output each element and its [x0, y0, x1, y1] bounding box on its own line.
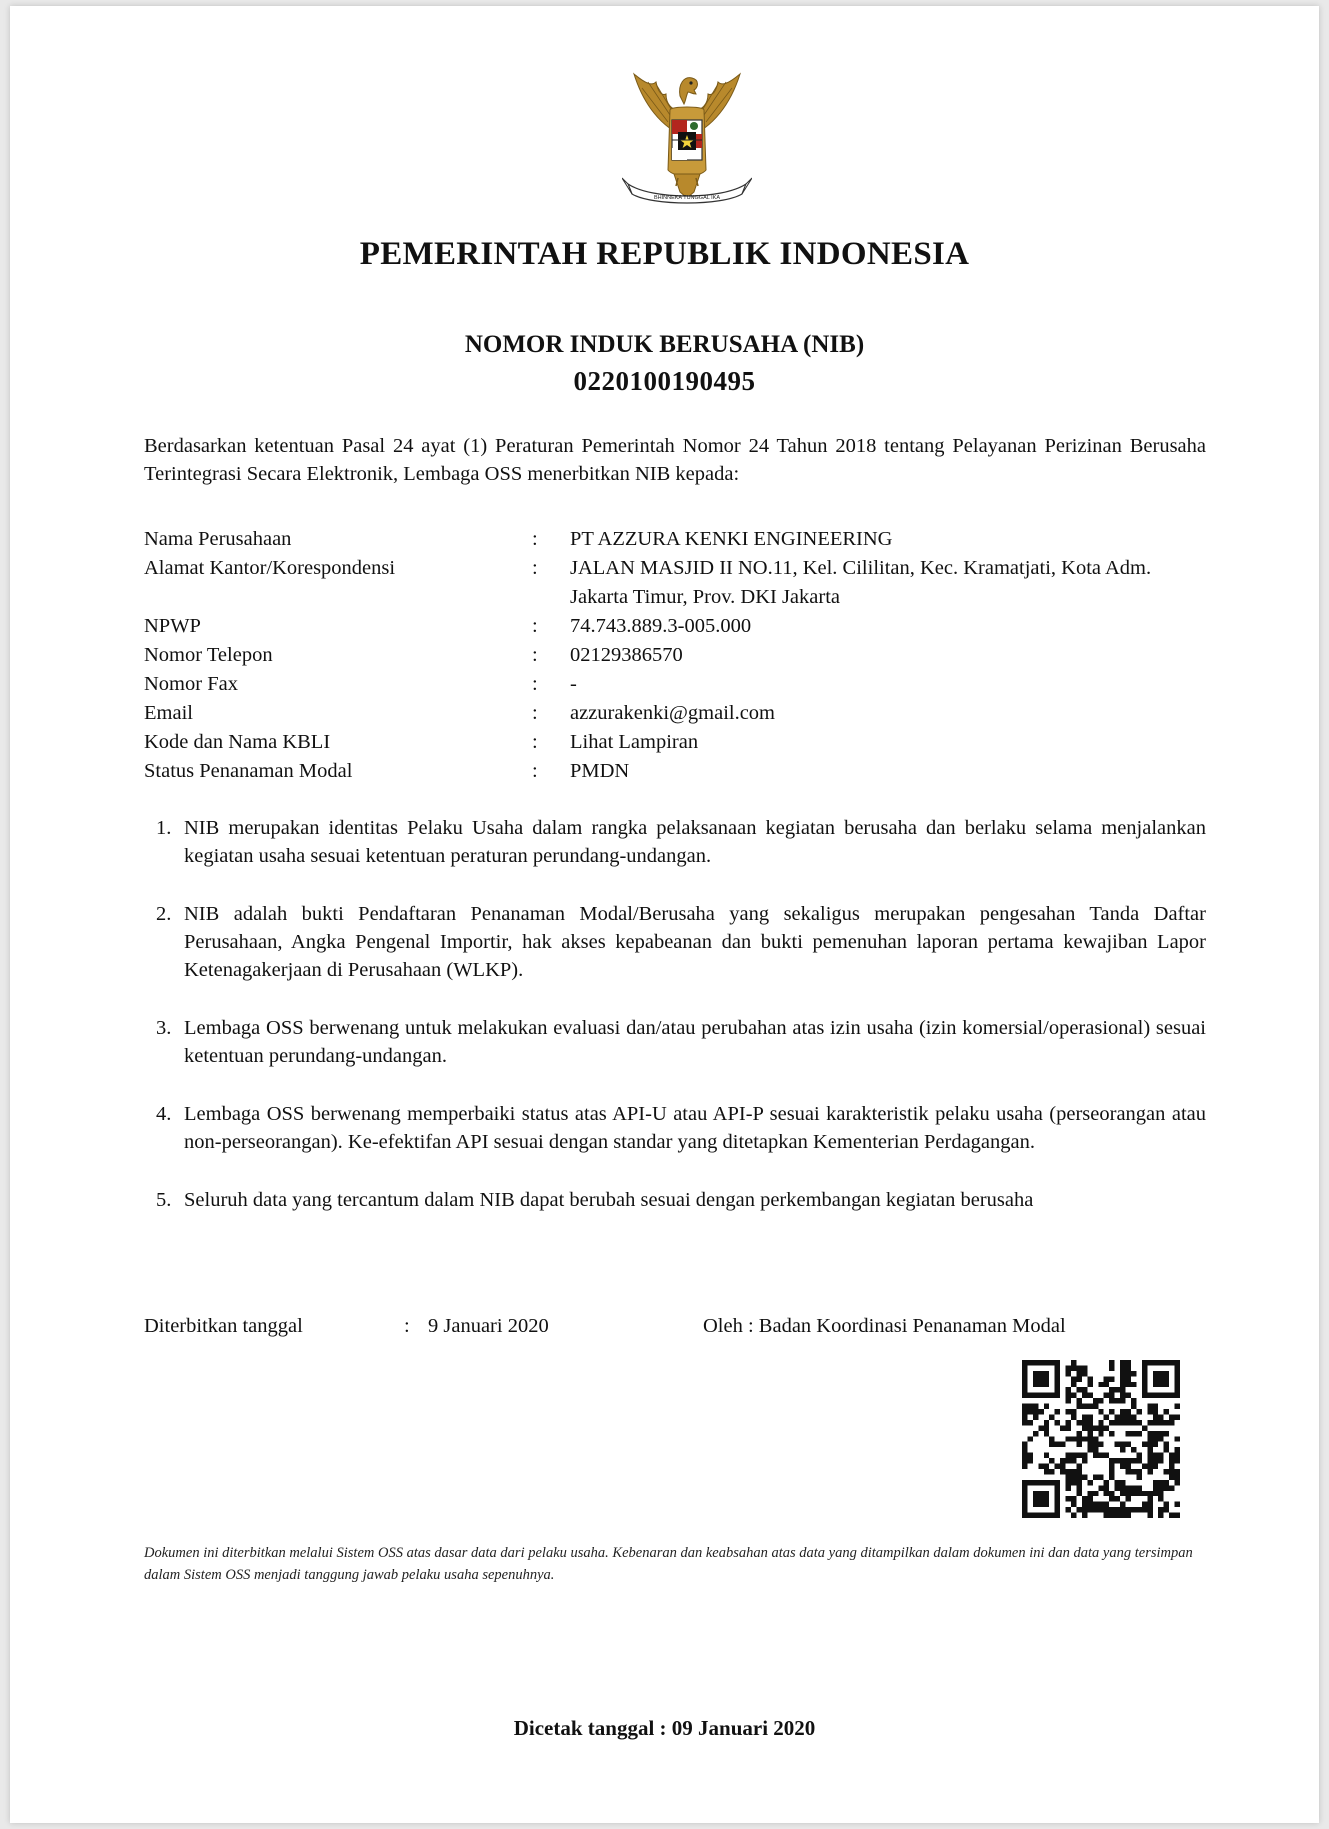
list-number: 5.	[156, 1189, 172, 1211]
document-title: NOMOR INDUK BERUSAHA (NIB)	[464, 331, 865, 358]
field-colon: :	[532, 731, 538, 753]
list-text: NIB adalah bukti Pendaftaran Penanaman Modal/Berusaha yang sekaligus merupakan pengesahan Tanda Daftar Perusahaan, Angka Pengenal Importir, hak akses kepabeanan dan bukti pemenuhan laporan pertama kewajiban Lapor Ketenagakerjaan di Perusahaan (WLKP).	[184, 903, 1206, 981]
field-row	[144, 554, 1206, 612]
notes-list	[156, 814, 1206, 1244]
disclaimer: Dokumen ini diterbitkan melalui Sistem OSS atas dasar data dari pelaku usaha. Kebenaran dan keabsahan atas data yang ditampilkan dalam dokumen ini dan data yang tersimpan dalam Sistem OSS menjadi tanggung jawab pelaku usaha sepenuhnya.	[144, 1545, 1193, 1583]
document-page	[10, 6, 1319, 1823]
field-row	[144, 699, 1206, 728]
nib-number: 0220100190495	[573, 366, 756, 396]
intro-paragraph: Berdasarkan ketentuan Pasal 24 ayat (1) Peraturan Pemerintah Nomor 24 Tahun 2018 tentang Pelayanan Perizinan Berusaha Terintegrasi Secara Elektronik, Lembaga OSS menerbitkan NIB kepada:	[144, 435, 1206, 485]
email-value: azzurakenki@gmail.com	[570, 702, 775, 724]
address-value: JALAN MASJID II NO.11, Kel. Cililitan, Kec. Kramatjati, Kota Adm. Jakarta Timur, Prov. DKI Jakarta	[570, 557, 1152, 608]
field-label: Nomor Telepon	[144, 644, 273, 666]
fax-value: -	[570, 673, 577, 695]
kbli-value: Lihat Lampiran	[570, 731, 699, 753]
field-row	[144, 728, 1206, 757]
list-number: 1.	[156, 817, 172, 839]
field-label: Status Penanaman Modal	[144, 760, 353, 782]
field-colon: :	[532, 702, 538, 724]
company-name-value: PT AZZURA KENKI ENGINEERING	[570, 528, 893, 550]
issued-colon: :	[404, 1315, 410, 1337]
field-colon: :	[532, 557, 538, 579]
field-row	[144, 757, 1206, 786]
field-label: Email	[144, 702, 193, 724]
field-row	[144, 612, 1206, 641]
list-number: 2.	[156, 903, 172, 925]
list-text: Lembaga OSS berwenang memperbaiki status atas API-U atau API-P sesuai karakteristik pelaku usaha (perseorangan atau non-perseorangan). Ke-efektifan API sesuai dengan standar yang ditetapkan Kementerian Perdagangan.	[184, 1103, 1206, 1153]
list-text: Lembaga OSS berwenang untuk melakukan evaluasi dan/atau perubahan atas izin usaha (izin komersial/operasional) sesuai ketentuan perundang-undangan.	[184, 1017, 1206, 1067]
list-item	[156, 814, 1206, 870]
field-colon: :	[532, 644, 538, 666]
field-label: Kode dan Nama KBLI	[144, 731, 331, 753]
issued-date-label: Diterbitkan tanggal	[144, 1315, 303, 1337]
field-colon: :	[532, 760, 538, 782]
list-number: 3.	[156, 1017, 172, 1039]
emblem-motto: BHINNEKA TUNGGAL IKA	[653, 195, 721, 201]
field-label: Nomor Fax	[144, 673, 238, 695]
company-details	[144, 525, 1206, 786]
field-colon: :	[532, 615, 538, 637]
list-item	[156, 1100, 1206, 1156]
field-colon: :	[532, 528, 538, 550]
field-row	[144, 525, 1206, 554]
garuda-emblem-icon	[622, 66, 752, 216]
field-row	[144, 670, 1206, 699]
issued-by: Oleh : Badan Koordinasi Penanaman Modal	[703, 1315, 1066, 1337]
list-number: 4.	[156, 1103, 172, 1125]
investment-status-value: PMDN	[570, 760, 630, 782]
npwp-value: 74.743.889.3-005.000	[570, 615, 752, 637]
printed-date: Dicetak tanggal : 09 Januari 2020	[513, 1716, 816, 1740]
qr-code-icon	[1022, 1360, 1180, 1518]
list-item	[156, 1014, 1206, 1070]
field-label: Alamat Kantor/Korespondensi	[144, 557, 396, 579]
field-row	[144, 641, 1206, 670]
government-title: PEMERINTAH REPUBLIK INDONESIA	[359, 236, 970, 272]
phone-value: 02129386570	[570, 644, 683, 666]
list-item	[156, 1186, 1206, 1214]
list-item	[156, 900, 1206, 984]
field-label: Nama Perusahaan	[144, 528, 292, 550]
list-text: NIB merupakan identitas Pelaku Usaha dalam rangka pelaksanaan kegiatan berusaha dan berlaku selama menjalankan kegiatan usaha sesuai ketentuan peraturan perundang-undangan.	[184, 817, 1206, 867]
field-colon: :	[532, 673, 538, 695]
list-text: Seluruh data yang tercantum dalam NIB dapat berubah sesuai dengan perkembangan kegiatan berusaha	[184, 1189, 1034, 1211]
field-label: NPWP	[144, 615, 201, 637]
issued-date: 9 Januari 2020	[428, 1315, 549, 1337]
